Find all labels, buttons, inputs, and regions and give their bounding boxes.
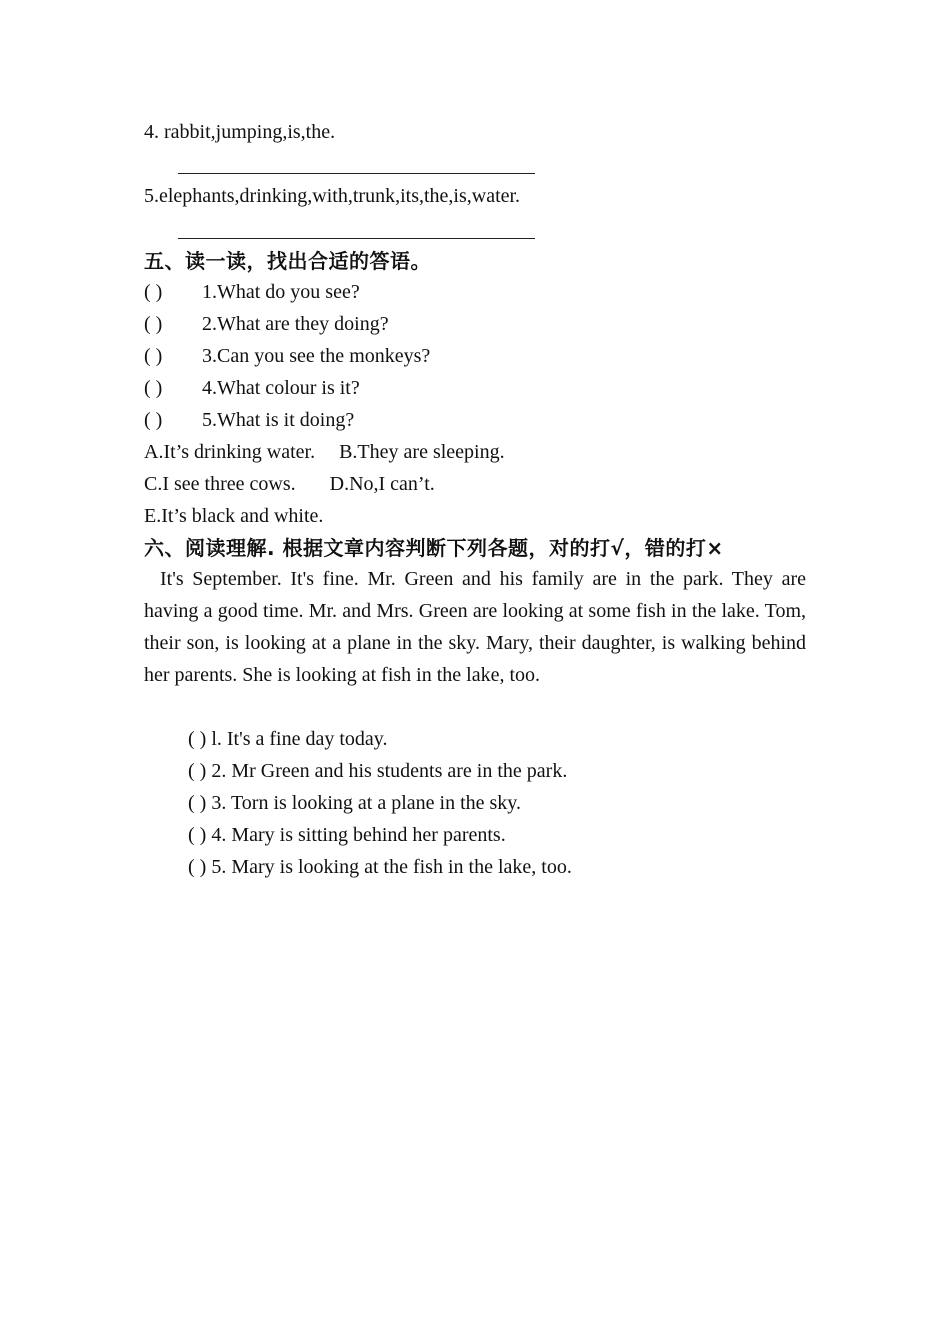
answer-blank-5[interactable] [178, 238, 535, 239]
options-row [144, 472, 435, 496]
answer-paren[interactable]: ( ) [144, 345, 163, 367]
question-row [144, 280, 360, 304]
answer-paren[interactable]: ( ) [144, 409, 163, 431]
option-c: C.I see three cows. [144, 473, 296, 495]
section-5-heading: 五、读一读，找出合适的答语。 [144, 249, 431, 273]
section-6-heading: 六、阅读理解. 根据文章内容判断下列各题，对的打√，错的打× [144, 536, 724, 560]
reorder-item-4: 4. rabbit,jumping,is,the. [144, 121, 336, 143]
question-text: 1.What do you see? [202, 281, 360, 303]
option-e: E.It’s black and white. [144, 505, 324, 527]
true-false-item: ( ) 3. Torn is looking at a plane in the sky. [188, 792, 521, 814]
answer-paren[interactable]: ( ) [144, 313, 163, 335]
true-false-item: ( ) 4. Mary is sitting behind her parents. [188, 824, 506, 846]
reading-passage: It's September. It's fine. Mr. Green and his family are in the park. They are having a good time. Mr. and Mrs. Green are looking at some fish in the lake. Tom, their son, is looking at a plane in the sky. Mary, their daughter, is walking behind her parents. She is looking at fish in the lake, too. [144, 568, 806, 686]
question-text: 5.What is it doing? [202, 409, 355, 431]
answer-paren[interactable]: ( ) [144, 377, 163, 399]
true-false-item: ( ) 2. Mr Green and his students are in the park. [188, 760, 568, 782]
question-row [144, 376, 360, 400]
answer-blank-4[interactable] [178, 173, 535, 174]
answer-paren[interactable]: ( ) [144, 281, 163, 303]
question-row [144, 312, 389, 336]
question-text: 4.What colour is it? [202, 377, 360, 399]
options-row [144, 440, 505, 464]
question-row [144, 408, 354, 432]
true-false-item: ( ) l. It's a fine day today. [188, 728, 388, 750]
reorder-item-5: 5.elephants,drinking,with,trunk,its,the,is,water. [144, 185, 521, 207]
option-b: B.They are sleeping. [339, 441, 505, 463]
question-text: 2.What are they doing? [202, 313, 389, 335]
true-false-item: ( ) 5. Mary is looking at the fish in the lake, too. [188, 856, 572, 878]
option-d: D.No,I can’t. [329, 473, 435, 495]
option-a: A.It’s drinking water. [144, 441, 316, 463]
question-text: 3.Can you see the monkeys? [202, 345, 431, 367]
question-row [144, 344, 430, 368]
